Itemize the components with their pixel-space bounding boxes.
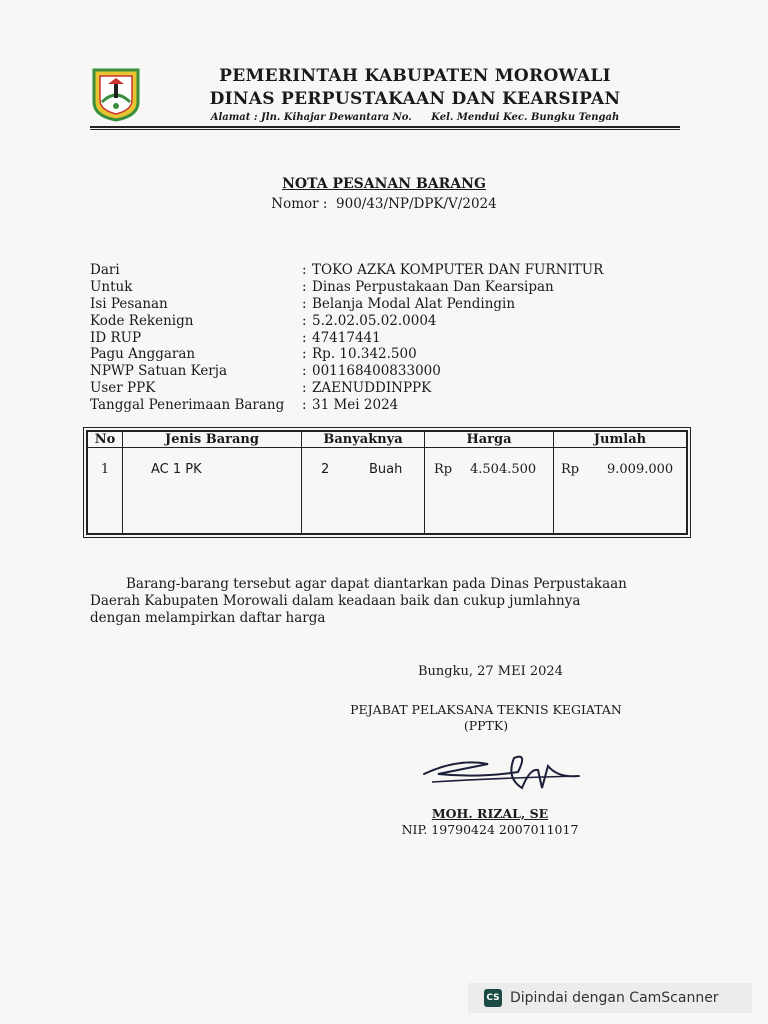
body-line: dengan melampirkan daftar harga (90, 610, 326, 626)
field-row-untuk: Untuk : Dinas Perpustakaan Dan Kearsipan (90, 278, 554, 295)
field-label: User PPK (90, 380, 156, 397)
field-label: ID RUP (90, 329, 142, 346)
official-name: MOH. RIZAL, SE (431, 806, 549, 821)
letterhead-rule-thin (90, 129, 680, 130)
field-row-id-rup: ID RUP : 47417441 (90, 329, 381, 346)
official-position: PEJABAT PELAKSANA TEKNIS KEGIATAN (350, 702, 622, 717)
field-row-tanggal: Tanggal Penerimaan Barang : 31 Mei 2024 (90, 397, 399, 414)
letterhead-line-1: PEMERINTAH KABUPATEN MOROWALI (219, 66, 611, 86)
items-table (86, 430, 688, 535)
field-label: NPWP Satuan Kerja (90, 363, 227, 380)
field-value: 31 Mei 2024 (312, 397, 399, 414)
cell-harga-value: 4.504.500 (470, 462, 537, 477)
field-value: ZAENUDDINPPK (312, 380, 432, 397)
field-value: TOKO AZKA KOMPUTER DAN FURNITUR (312, 262, 604, 278)
col-header-no: No (87, 431, 123, 448)
field-label: Tanggal Penerimaan Barang (90, 397, 285, 414)
field-row-pagu-anggaran: Pagu Anggaran : Rp. 10.342.500 (90, 346, 417, 363)
camscanner-icon: CS (484, 989, 502, 1007)
cell-jumlah-value: 9.009.000 (607, 462, 674, 477)
cell-harga-currency: Rp (434, 462, 453, 477)
cell-jumlah-currency: Rp (561, 462, 580, 477)
letterhead-address (150, 112, 680, 123)
camscanner-label: Dipindai dengan CamScanner (510, 990, 719, 1006)
field-label: Untuk (90, 278, 133, 295)
field-row-dari: Dari : TOKO AZKA KOMPUTER DAN FURNITUR (90, 262, 604, 278)
cell-qty: 2 (321, 462, 330, 477)
handwritten-signature (418, 748, 588, 804)
body-paragraph (90, 576, 660, 627)
field-label: Dari (90, 262, 120, 278)
order-fields (90, 262, 603, 414)
address-district: Kel. Mendui Kec. Bungku Tengah (431, 112, 620, 123)
col-header-harga: Harga (425, 431, 554, 448)
field-row-isi-pesanan: Isi Pesanan : Belanja Modal Alat Pendingin (90, 295, 516, 312)
field-row-kode-rekening: Kode Rekenign : 5.2.02.05.02.0004 (90, 312, 437, 329)
address-street: Alamat : Jln. Kihajar Dewantara No. (210, 112, 412, 123)
field-row-user-ppk: User PPK : ZAENUDDINPPK (90, 380, 432, 397)
regency-logo-icon (90, 66, 142, 122)
field-value: 47417441 (312, 329, 381, 346)
cell-banyaknya (302, 448, 425, 535)
field-value: Dinas Perpustakaan Dan Kearsipan (312, 278, 554, 295)
official-nip: NIP. 19790424 2007011017 (401, 822, 579, 837)
table-header-row (87, 431, 687, 448)
field-value: Belanja Modal Alat Pendingin (312, 295, 516, 312)
field-label: Pagu Anggaran (90, 346, 196, 363)
nomor-value: 900/43/NP/DPK/V/2024 (336, 196, 497, 212)
field-value: 001168400833000 (312, 363, 441, 380)
document-number (0, 196, 768, 212)
place-date: Bungku, 27 MEI 2024 (418, 664, 563, 679)
field-value: Rp. 10.342.500 (312, 346, 417, 363)
table-row (87, 448, 687, 535)
cell-unit: Buah (369, 462, 403, 477)
cell-harga (425, 448, 554, 535)
cell-jenis: AC 1 PK (123, 448, 302, 535)
field-label: Kode Rekenign (90, 312, 194, 329)
field-label: Isi Pesanan (90, 295, 168, 312)
nomor-label: Nomor : (271, 196, 328, 212)
letterhead-rule (90, 126, 680, 128)
letterhead-line-2: DINAS PERPUSTAKAAN DAN KEARSIPAN (209, 89, 621, 109)
col-header-jumlah: Jumlah (554, 431, 688, 448)
col-header-banyaknya: Banyaknya (302, 431, 425, 448)
col-header-jenis: Jenis Barang (123, 431, 302, 448)
body-line: Daerah Kabupaten Morowali dalam keadaan baik dan cukup jumlahnya (90, 593, 581, 609)
field-row-npwp: NPWP Satuan Kerja : 001168400833000 (90, 363, 441, 380)
cell-jumlah (554, 448, 688, 535)
camscanner-watermark (468, 983, 752, 1013)
cell-no: 1 (87, 448, 123, 535)
document-title: NOTA PESANAN BARANG (282, 176, 486, 192)
field-value: 5.2.02.05.02.0004 (312, 312, 437, 329)
official-position-abbr: (PPTK) (463, 718, 509, 733)
body-line: Barang-barang tersebut agar dapat diantarkan pada Dinas Perpustakaan (126, 576, 627, 592)
